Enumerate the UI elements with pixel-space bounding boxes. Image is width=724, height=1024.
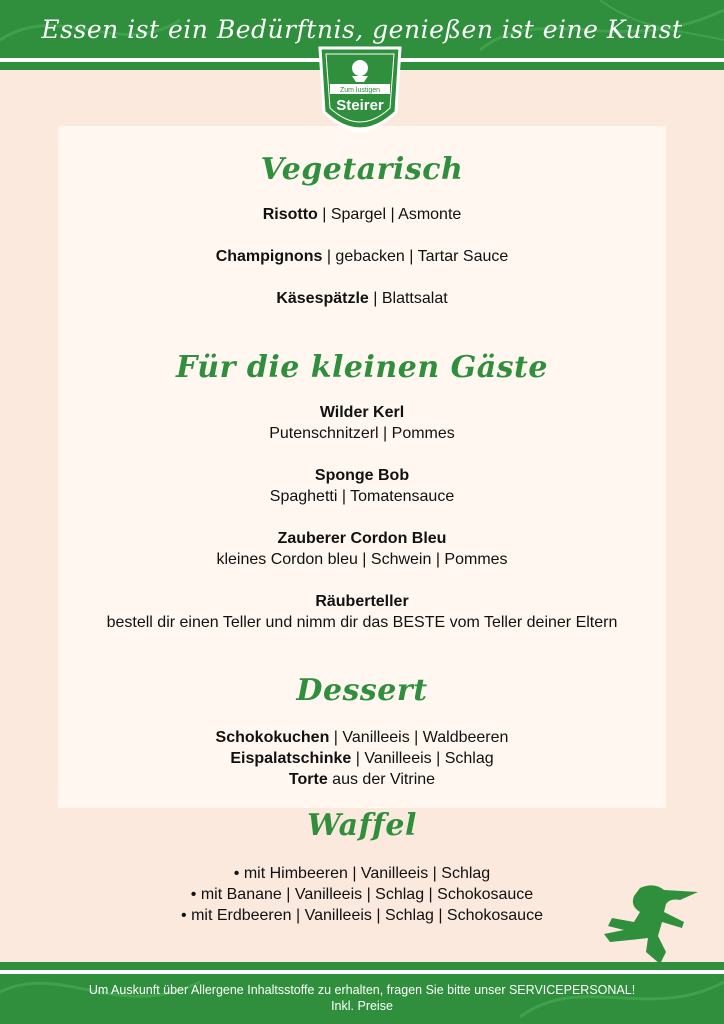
menu-item: • mit Banane | Vanilleeis | Schlag | Schokosauce: [190, 886, 534, 903]
menu-item: • mit Himbeeren | Vanilleeis | Schlag: [233, 865, 491, 882]
section-title-vegetarisch: Vegetarisch: [260, 152, 464, 187]
section-title-waffel: Waffel: [307, 808, 417, 843]
menu-item: Eispalatschinke | Vanilleeis | Schlag: [230, 750, 494, 767]
mascot-icon: [600, 882, 702, 966]
menu-item: Schokokuchen | Vanilleeis | Waldbeeren: [215, 729, 509, 746]
menu-item: • mit Erdbeeren | Vanilleeis | Schlag | Schokosauce: [181, 907, 543, 924]
menu-item: Risotto | Spargel | Asmonte: [262, 206, 462, 223]
menu-item-name: Sponge Bob: [314, 467, 410, 484]
menu-item-desc: Putenschnitzerl | Pommes: [269, 425, 455, 442]
menu-item-desc: kleines Cordon bleu | Schwein | Pommes: [216, 551, 508, 568]
allergen-note: Um Auskunft über Allergene Inhaltsstoffe zu erhalten, fragen Sie bitte unser SERVICEPERSONAL!: [88, 983, 636, 997]
section-title-dessert: Dessert: [296, 673, 428, 708]
menu-item: Torte aus der Vitrine: [288, 771, 436, 788]
crest-logo-icon: [312, 42, 408, 146]
menu-item-name: Zauberer Cordon Bleu: [277, 530, 447, 547]
logo-line1: Zum lustigen: [339, 87, 381, 94]
menu-item-desc: bestell dir einen Teller und nimm dir das BESTE vom Teller deiner Eltern: [106, 614, 618, 631]
menu-item-name: Räuberteller: [315, 593, 409, 610]
menu-item: Käsespätzle | Blattsalat: [276, 290, 448, 307]
logo-line2: Steirer: [336, 97, 384, 114]
menu-item-name: Wilder Kerl: [319, 404, 405, 421]
section-title-kinder: Für die kleinen Gäste: [176, 350, 548, 385]
price-note: Inkl. Preise: [331, 999, 393, 1013]
menu-item: Champignons | gebacken | Tartar Sauce: [215, 248, 509, 265]
header-slogan: Essen ist ein Bedürftnis, genießen ist eine Kunst: [41, 14, 683, 44]
footer-divider: [0, 970, 724, 974]
menu-item-desc: Spaghetti | Tomatensauce: [269, 488, 455, 505]
